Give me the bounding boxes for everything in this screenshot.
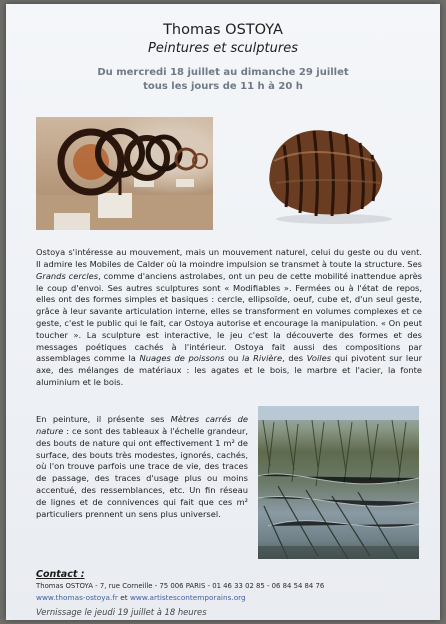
paragraph-peinture-run: Mètres carrés de nature <box>36 414 248 437</box>
paragraph-sculpture-run: Grands cercles <box>36 270 99 281</box>
paragraph-sculpture <box>36 247 422 389</box>
paragraph-peinture-run: : ce sont des tableaux à l'échelle grandeur, des bouts de nature qui ont effectivement 1 m² de surface, des bouts très modestes, ignorés, cachés, où l'on trouve parfois une trace de vie, des traces de passage, des traces d'usage plus ou moins accentué, des ressemblances, etc. Un fin réseau de lignes et de connivences qui fait que ces m² particuliers prennent un sens plus universel. <box>36 426 248 519</box>
vernissage-notice: Vernissage le jeudi 19 juillet à 18 heures <box>36 607 207 617</box>
paragraph-sculpture-run: Voiles <box>306 353 332 364</box>
photo-grands-cercles <box>36 117 213 230</box>
dates-line-2: tous les jours de 11 h à 20 h <box>143 81 303 92</box>
paragraph-sculpture-run: , comme d'anciens astrolabes, ont un peu de cette mobilité inattendue après le coup d'envoi. Ses autres sculptures sont « Modifiables ». Fermées ou à l'état de repos, elles ont des formes simples et basiques : cercle, ellipsoïde, oeuf, cube et, d'un seul geste, grâce à leur savante articulation interne, elles se transforment en volumes complexes et ce geste, c'est le public qui le fait, car Ostoya autorise et encourage la manipulation. « On peut toucher ». La sculpture est interactive, le jeu c'est la découverte des formes et des messages poétiques cachés à l'intérieur. Ostoya fait aussi des compositions par assemblages comme la <box>36 270 423 364</box>
paragraph-peinture <box>36 414 248 520</box>
photo-metre-carre-nature-image <box>258 406 419 559</box>
website-link-artistes[interactable]: www.artistescontemporains.org <box>129 593 246 602</box>
artist-name: Thomas OSTOYA <box>163 22 283 38</box>
contact-address: Thomas OSTOYA - 7, rue Corneille - 75 006 PARIS - 01 46 33 02 85 - 06 84 54 84 76 <box>36 582 325 590</box>
photo-metre-carre-nature <box>258 406 419 559</box>
paragraph-sculpture-run: , des <box>282 353 307 364</box>
dates-line-1: Du mercredi 18 juillet au dimanche 29 juillet <box>97 67 349 78</box>
photo-sculpture-modifiable-image <box>264 121 394 225</box>
exhibition-dates <box>6 66 440 94</box>
website-link-ostoya[interactable]: www.thomas-ostoya.fr <box>36 593 118 602</box>
paragraph-peinture-run: En peinture, il présente ses <box>36 414 171 425</box>
paragraph-sculpture-run: la Rivière <box>242 353 283 364</box>
paragraph-sculpture-run: Nuages de poissons <box>139 353 225 364</box>
paragraph-sculpture-run: Ostoya s'intéresse au mouvement, mais un mouvement naturel, celui du geste ou du vent. Il admire les Mobiles de Calder où la moindre impulsion se transmet à toute la structure. Ses <box>36 247 422 270</box>
photo-grands-cercles-image <box>36 117 213 230</box>
paragraph-sculpture-run: ou <box>224 353 243 364</box>
contact-websites <box>36 593 246 602</box>
photo-sculpture-modifiable <box>264 121 394 225</box>
poster-sheet <box>6 4 440 620</box>
paragraph-sculpture-run: qui pivotent sur leur axe, des mélanges de matériaux : les agates et le bois, le marbre et l'acier, la fonte aluminium et le bois. <box>36 353 422 388</box>
website-separator: et <box>117 593 130 602</box>
exhibition-subtitle: Peintures et sculptures <box>148 41 298 56</box>
contact-label: Contact : <box>36 569 85 580</box>
